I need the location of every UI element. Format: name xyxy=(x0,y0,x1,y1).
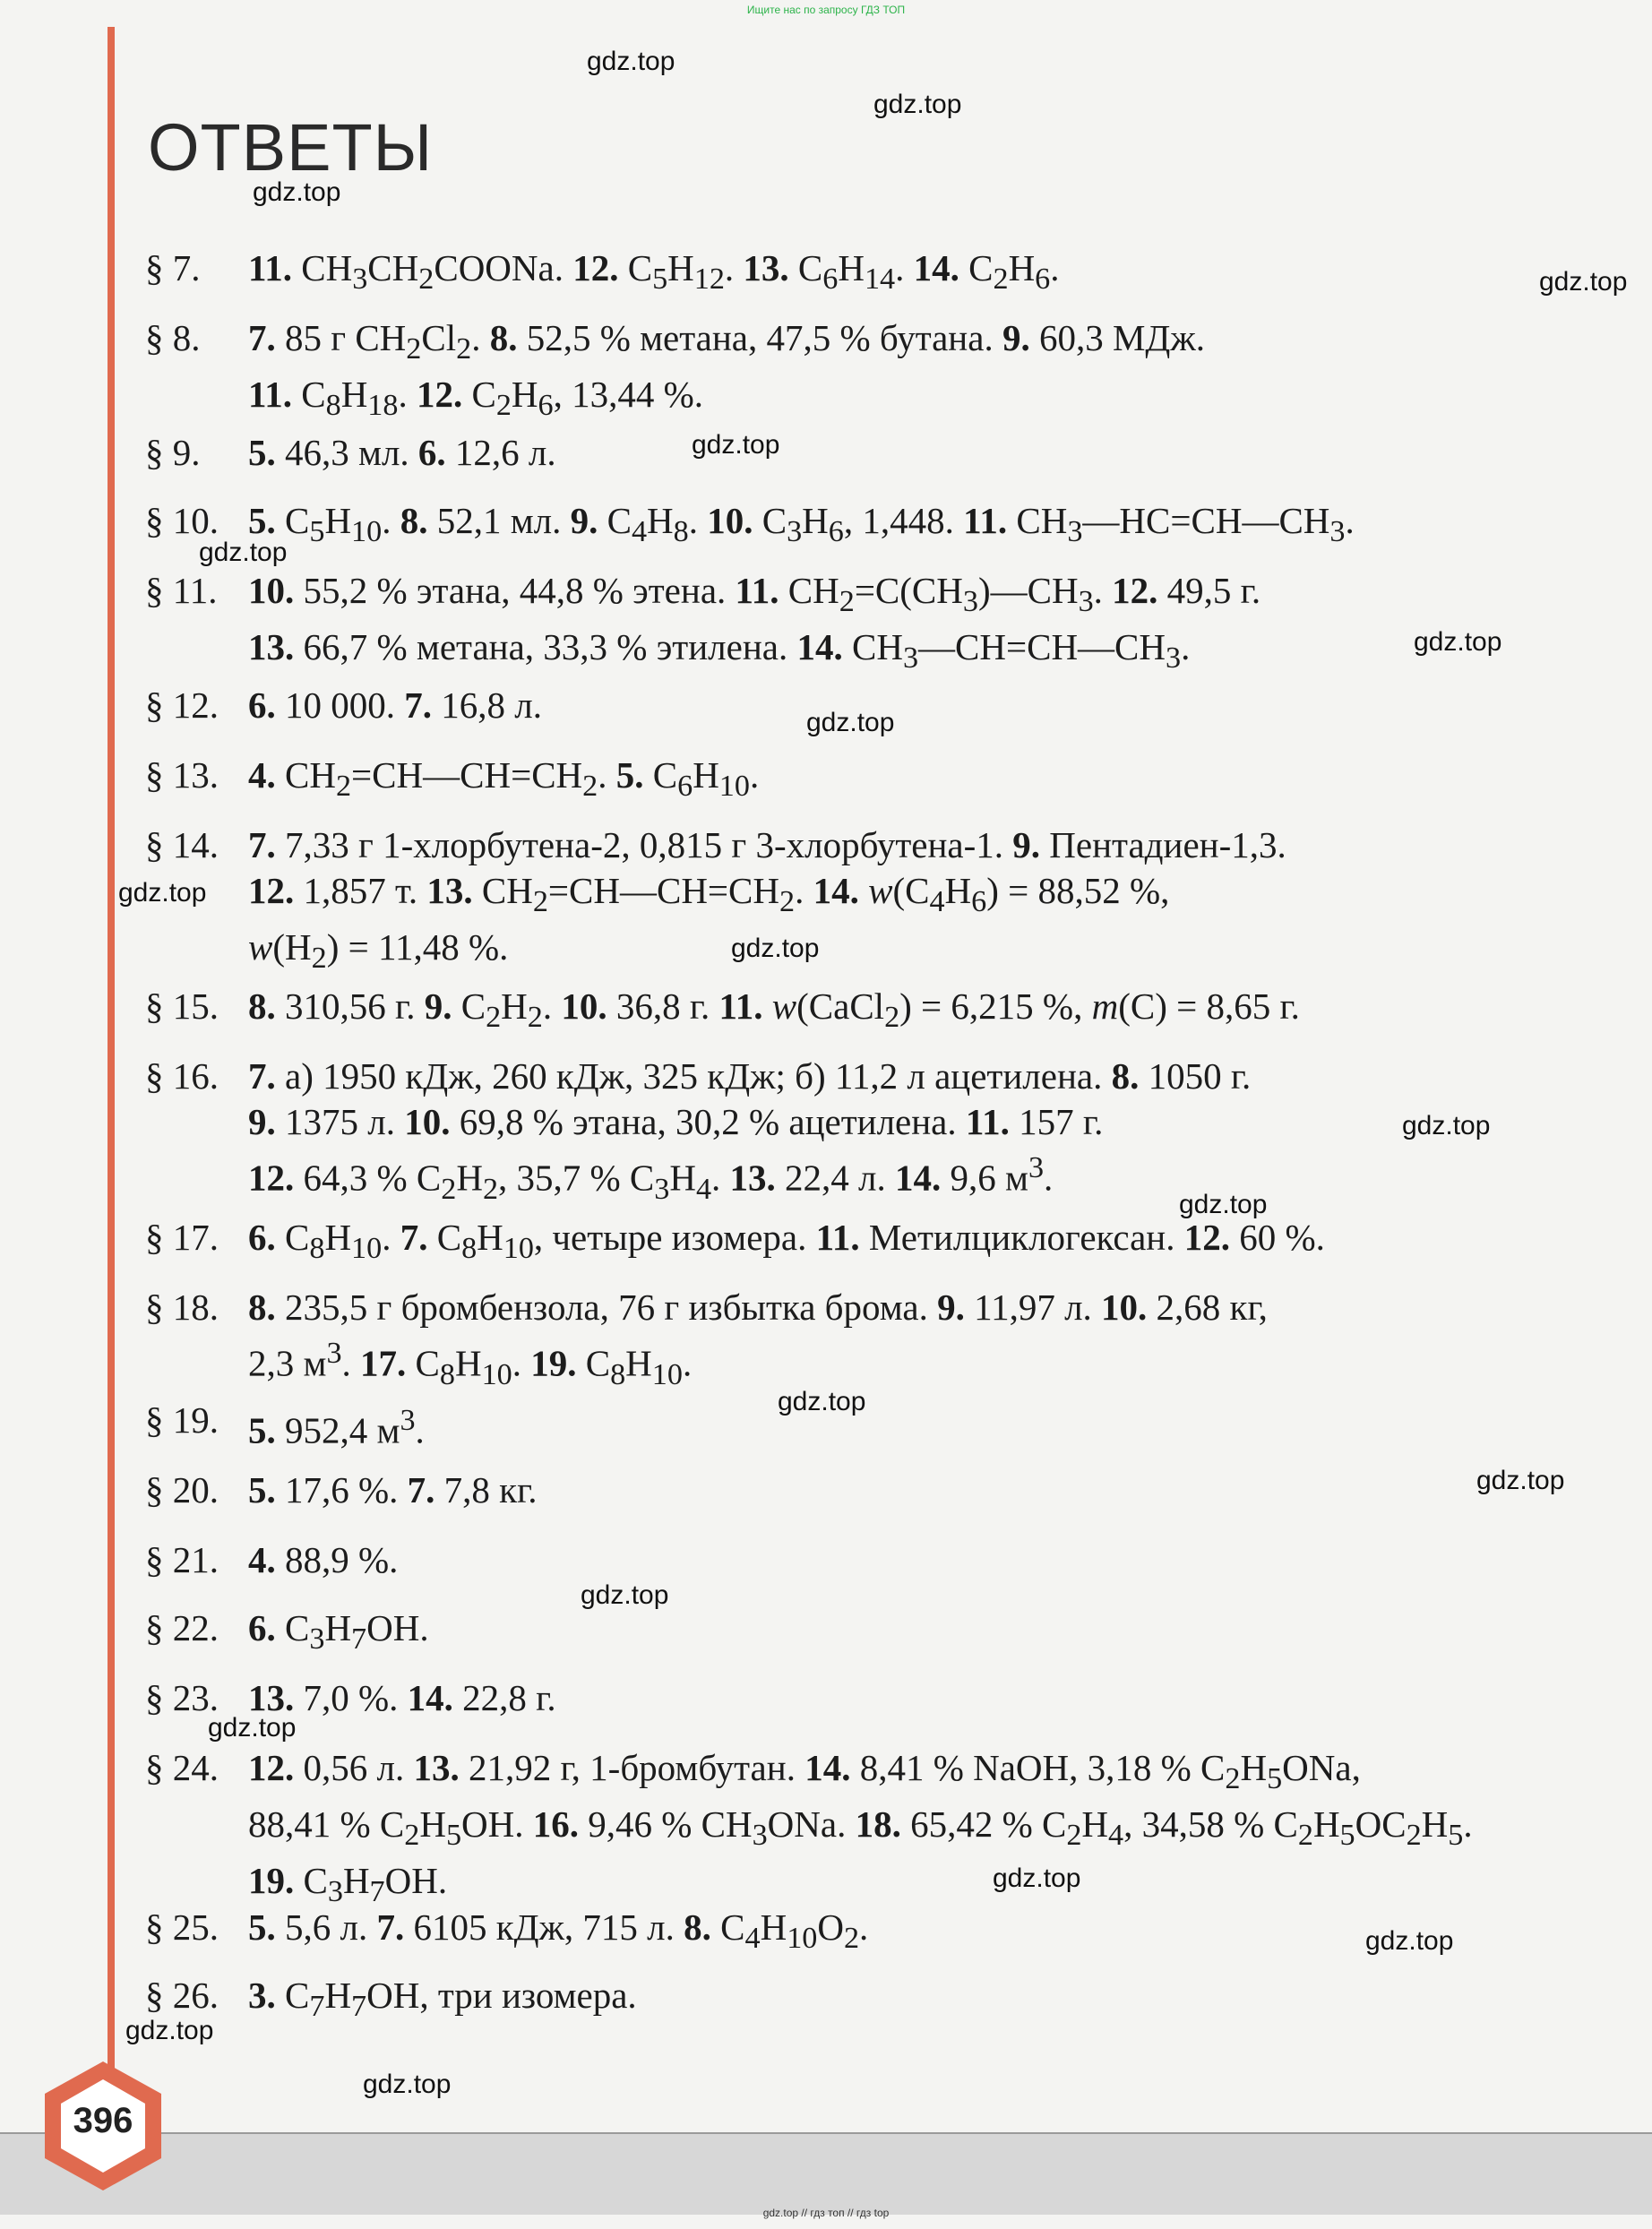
section-answers xyxy=(248,245,1652,302)
answer-line: 11. $CH_3CH_2COONa$. 12. $C_5H_{12}$. 13. $C_6H_{14}$. 14. $C_2H_6$. xyxy=(248,247,1060,297)
answer-line: 5. 952,4 $м^3$. xyxy=(248,1404,425,1451)
answer-line: 5. 46,3 мл. 6. 12,6 л. xyxy=(248,432,556,473)
watermark: gdz.top xyxy=(1179,1190,1268,1219)
answer-line: 12. 1,857 т. 13. $CH_2=CH—CH=CH_2$. 14. $w(C_4H_6) = 88,52$ %, xyxy=(248,870,1170,919)
answer-line: 10. 55,2 % этана, 44,8 % этена. 11. $CH_2=C(CH_3)—CH_3$. 12. 49,5 г. xyxy=(248,570,1261,619)
answer-line: $w(H_2) = 11,48$ %. xyxy=(248,926,509,976)
watermark: gdz.top xyxy=(778,1387,866,1416)
watermark: gdz.top xyxy=(1414,627,1502,657)
section-number: § 19. xyxy=(145,1399,219,1441)
section-answers xyxy=(248,1745,1652,1915)
section-answers xyxy=(248,1675,1652,1721)
section-number: § 14. xyxy=(145,824,219,865)
answer-line: 19. $C_3H_7OH$. xyxy=(248,1860,448,1909)
answer-line: 3. $C_7H_7OH$, три изомера. xyxy=(248,1975,637,2024)
watermark: gdz.top xyxy=(199,538,288,567)
answer-line: 4. 88,9 %. xyxy=(248,1539,399,1580)
section-answers xyxy=(248,1398,1652,1454)
watermark: gdz.top xyxy=(692,430,780,460)
watermark: gdz.top xyxy=(1365,1926,1454,1956)
margin-red-bar xyxy=(108,27,115,2078)
watermark: gdz.top xyxy=(873,90,962,119)
answer-line: 2,3 $м^3$. 17. $C_8H_{10}$. 19. $C_8H_{10}$. xyxy=(248,1337,693,1391)
page-number: 396 xyxy=(73,2101,133,2140)
section-answers xyxy=(248,984,1652,1040)
section-answers xyxy=(248,568,1652,681)
answer-line: 7. а) 1950 кДж, 260 кДж, 325 кДж; б) 11,2 л ацетилена. 8. 1050 г. xyxy=(248,1055,1252,1097)
section-number: § 25. xyxy=(145,1906,219,1948)
answer-line: 6. $C_3H_7OH$. xyxy=(248,1607,429,1657)
section-number: § 8. xyxy=(145,317,201,358)
watermark: gdz.top xyxy=(253,177,341,207)
footer-band xyxy=(0,2132,1652,2215)
answer-line: 7. 85 г $CH_2Cl_2$. 8. 52,5 % метана, 47,5 % бутана. 9. 60,3 МДж. xyxy=(248,317,1205,366)
section-number: § 24. xyxy=(145,1747,219,1788)
section-number: § 21. xyxy=(145,1539,219,1580)
section-number: § 26. xyxy=(145,1975,219,2016)
section-number: § 15. xyxy=(145,985,219,1027)
watermark: gdz.top xyxy=(1539,267,1628,297)
section-number: § 13. xyxy=(145,754,219,796)
section-answers xyxy=(248,498,1652,555)
section-number: § 12. xyxy=(145,684,219,726)
section-answers xyxy=(248,1215,1652,1271)
page-title: ОТВЕТЫ xyxy=(148,110,434,185)
section-answers xyxy=(248,1467,1652,1513)
section-answers xyxy=(248,683,1652,728)
answer-line: 8. 310,56 г. 9. $C_2H_2$. 10. 36,8 г. 11. w(CaCl$_2$) = 6,215 %, m(C) = 8,65 г. xyxy=(248,985,1300,1035)
watermark: gdz.top xyxy=(1476,1466,1565,1495)
watermark: gdz.top xyxy=(581,1580,669,1610)
section-number: § 22. xyxy=(145,1607,219,1648)
watermark: gdz.top xyxy=(1402,1111,1491,1140)
section-number: § 10. xyxy=(145,500,219,541)
section-number: § 17. xyxy=(145,1217,219,1258)
watermark: gdz.top xyxy=(587,47,675,76)
answer-line: 7. 7,33 г 1-хлорбутена-2, 0,815 г 3-хлорбутена-1. 9. Пентадиен-1,3. xyxy=(248,824,1286,865)
answer-line: 8. 235,5 г бромбензола, 76 г избытка брома. 9. 11,97 л. 10. 2,68 кг, xyxy=(248,1287,1268,1328)
answer-line: 13. 7,0 %. 14. 22,8 г. xyxy=(248,1677,556,1718)
watermark: gdz.top xyxy=(806,708,895,737)
answer-line: 5. 5,6 л. 7. 6105 кДж, 715 л. 8. $C_4H_{10}O_2$. xyxy=(248,1906,869,1956)
section-answers xyxy=(248,315,1652,428)
answer-line: 6. $C_8H_{10}$. 7. $C_8H_{10}$, четыре изомера. 11. Метилциклогексан. 12. 60 %. xyxy=(248,1217,1325,1266)
watermark: gdz.top xyxy=(731,934,820,963)
answer-line: 6. 10 000. 7. 16,8 л. xyxy=(248,684,542,726)
section-number: § 9. xyxy=(145,432,201,473)
watermark: gdz.top xyxy=(208,1713,297,1743)
answer-line: 9. 1375 л. 10. 69,8 % этана, 30,2 % ацетилена. 11. 157 г. xyxy=(248,1101,1104,1142)
section-number: § 16. xyxy=(145,1055,219,1097)
watermark: gdz.top xyxy=(118,878,207,908)
section-number: § 11. xyxy=(145,570,218,611)
watermark: gdz.top xyxy=(125,2016,214,2045)
answer-line: 4. $CH_2=CH—CH=CH_2$. 5. $C_6H_{10}$. xyxy=(248,754,760,804)
answer-line: 88,41 % $C_2H_5OH$. 16. 9,46 % $CH_3ONa$. 18. 65,42 % $C_2H_4$, 34,58 % $C_2H_5OC_2H_5$. xyxy=(248,1803,1473,1853)
section-answers xyxy=(248,430,1652,476)
answer-line: 5. 17,6 %. 7. 7,8 кг. xyxy=(248,1469,538,1510)
answer-line: 11. $C_8H_{18}$. 12. $C_2H_6$, 13,44 %. xyxy=(248,374,703,423)
section-answers xyxy=(248,1905,1652,1961)
section-answers xyxy=(248,1605,1652,1662)
answer-line: 12. 64,3 % $C_2H_2$, 35,7 % $C_3H_4$. 13. 22,4 л. 14. 9,6 $м^3$. xyxy=(248,1151,1054,1206)
bottom-banner: gdz.top // гдз топ // гдз top xyxy=(762,2207,890,2219)
section-number: § 7. xyxy=(145,247,201,288)
answer-line: 5. $C_5H_{10}$. 8. 52,1 мл. 9. $C_4H_8$. 10. $C_3H_6$, 1,448. 11. $CH_3—HC=CH—CH_3$. xyxy=(248,500,1355,549)
answer-line: 13. 66,7 % метана, 33,3 % этилена. 14. $CH_3—CH=CH—CH_3$. xyxy=(248,626,1191,676)
section-answers xyxy=(248,822,1652,981)
watermark: gdz.top xyxy=(993,1863,1081,1893)
top-banner: Ищите нас по запросу ГДЗ ТОП xyxy=(746,4,906,16)
section-answers xyxy=(248,1973,1652,2029)
watermark: gdz.top xyxy=(363,2070,452,2099)
section-answers xyxy=(248,1537,1652,1583)
section-answers xyxy=(248,1285,1652,1398)
section-answers xyxy=(248,1054,1652,1212)
section-number: § 18. xyxy=(145,1287,219,1328)
section-answers xyxy=(248,753,1652,809)
section-number: § 20. xyxy=(145,1469,219,1510)
answer-line: 12. 0,56 л. 13. 21,92 г, 1-бромбутан. 14. 8,41 % NaOH, 3,18 % $C_2H_5ONa$, xyxy=(248,1747,1361,1796)
section-number: § 23. xyxy=(145,1677,219,1718)
